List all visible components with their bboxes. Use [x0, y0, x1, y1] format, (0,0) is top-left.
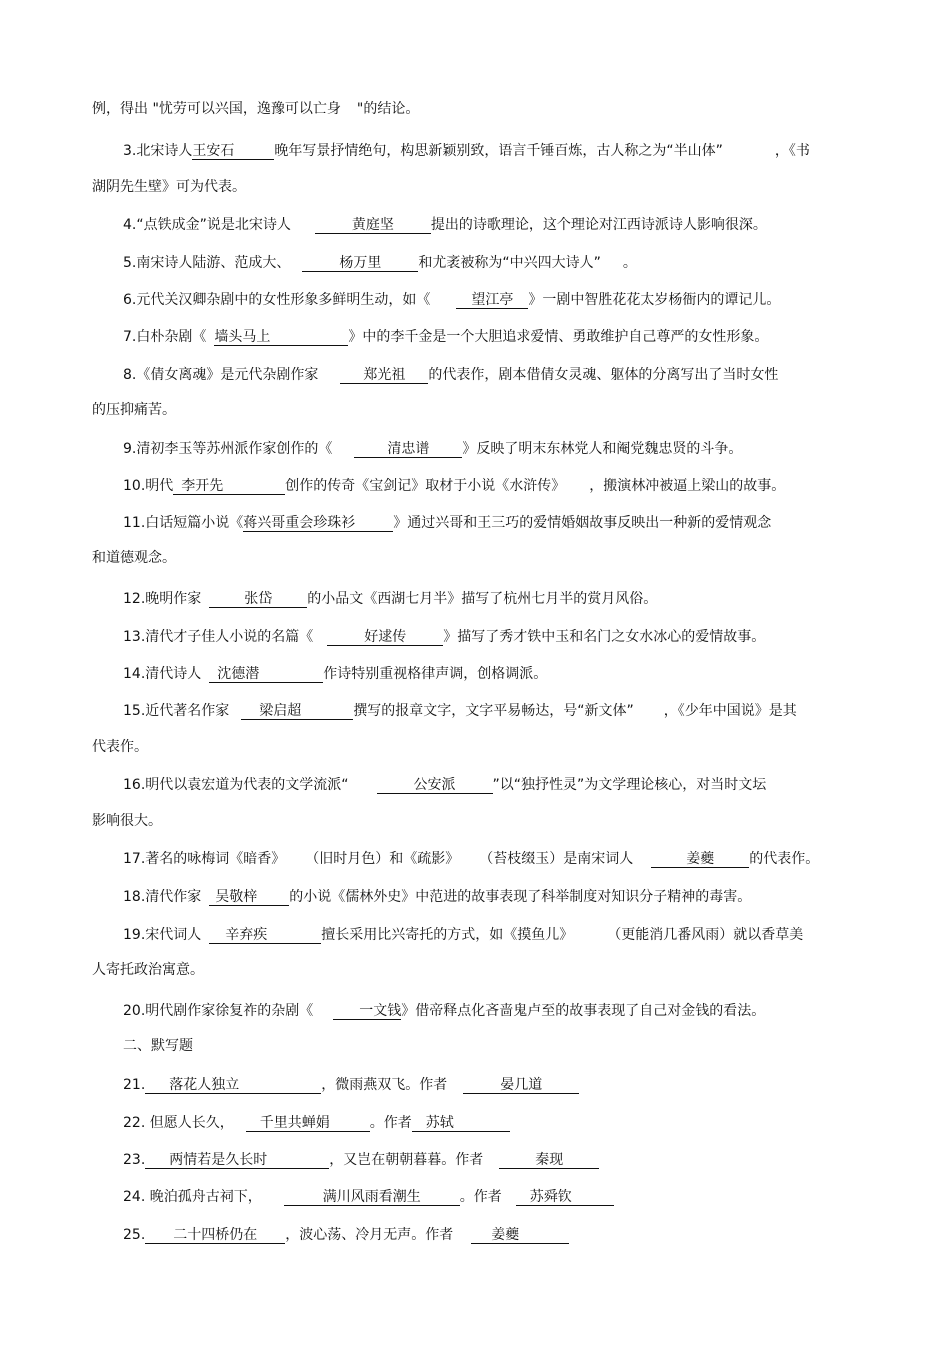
- question-text: 。: [622, 255, 637, 271]
- question-text: 清代诗人: [145, 666, 202, 682]
- question-14: [123, 665, 862, 683]
- author-blank: 苏舜钦: [516, 1190, 614, 1206]
- answer-blank: 沈德潜: [209, 667, 323, 683]
- question-number: 13.: [123, 629, 146, 645]
- section-heading: [123, 1037, 862, 1055]
- answer-blank: 黄庭坚: [315, 218, 431, 234]
- question-text: 擅长采用比兴寄托的方式，如《摸鱼儿》: [321, 927, 574, 943]
- question-7: [123, 328, 862, 346]
- question-23: [123, 1151, 862, 1169]
- question-text: 但愿人长久，: [145, 1115, 234, 1131]
- question-number: 8.: [123, 367, 137, 383]
- question-11-cont: [92, 549, 862, 567]
- question-text: 晚年写景抒情绝句，构思新颖别致，语言千锤百炼，古人称之为“半山体”: [274, 143, 723, 159]
- question-text: 明代: [145, 478, 174, 494]
- question-text: ，搬演林冲被逼上梁山的故事。: [589, 478, 786, 494]
- answer-blank: 落花人独立: [145, 1078, 321, 1094]
- answer-blank: 姜夔: [651, 852, 749, 868]
- question-text: 晚明作家: [145, 591, 202, 607]
- question-6: [123, 291, 862, 309]
- question-text: ，微雨燕双飞。作者: [321, 1077, 448, 1093]
- question-number: 25.: [123, 1227, 146, 1243]
- question-5: [123, 254, 862, 272]
- question-12: [123, 590, 862, 608]
- question-11: [123, 514, 862, 532]
- question-text: “点铁成金”说是北宋诗人: [136, 217, 291, 233]
- question-text: 代表作。: [92, 739, 148, 755]
- question-15-cont: [92, 738, 862, 756]
- question-text: 》借帝释点化吝啬鬼卢至的故事表现了自己对金钱的看法。: [401, 1003, 766, 1019]
- answer-blank: 王安石: [192, 144, 274, 160]
- question-13: [123, 628, 862, 646]
- answer-blank: 杨万里: [302, 256, 418, 272]
- question-number: 23.: [123, 1152, 146, 1168]
- answer-blank: 二十四桥仍在: [145, 1228, 285, 1244]
- question-22: [123, 1114, 862, 1132]
- question-24: [123, 1188, 862, 1206]
- question-15: [123, 702, 862, 720]
- question-text: 近代著名作家: [145, 703, 230, 719]
- question-25: [123, 1226, 862, 1244]
- question-18: [123, 888, 862, 906]
- question-17: [123, 850, 862, 868]
- question-text: 和道德观念。: [92, 550, 176, 566]
- question-8: [123, 366, 862, 384]
- question-text: 明代剧作家徐复祚的杂剧《: [145, 1003, 314, 1019]
- question-number: 20.: [123, 1003, 146, 1019]
- question-text: ”以“独抒性灵”为文学理论核心，对当时文坛: [492, 777, 767, 793]
- question-text: ，又岂在朝朝暮暮。作者: [329, 1152, 484, 1168]
- question-text: 著名的咏梅词《暗香》: [145, 851, 286, 867]
- question-8-cont: [92, 401, 862, 419]
- answer-blank: 一文钱: [333, 1004, 401, 1020]
- question-3: [123, 142, 862, 160]
- question-4: [123, 216, 862, 234]
- question-20: [123, 1002, 862, 1020]
- answer-blank: 梁启超: [241, 704, 353, 720]
- question-text: 南宋诗人陆游、范成大、: [136, 255, 291, 271]
- question-number: 11.: [123, 515, 146, 531]
- answer-blank: 公安派: [377, 778, 493, 794]
- question-19-cont: [92, 961, 862, 979]
- question-text: 》中的李千金是一个大胆追求爱情、勇敢维护自己尊严的女性形象。: [348, 329, 769, 345]
- question-text: （更能消几番风雨）就以香草美: [607, 927, 804, 943]
- question-number: 4.: [123, 217, 137, 233]
- question-number: 12.: [123, 591, 146, 607]
- question-text: 北宋诗人: [136, 143, 193, 159]
- question-text: 》通过兴哥和王三巧的爱情婚姻故事反映出一种新的爱情观念: [393, 515, 772, 531]
- text-line-intro: [92, 100, 862, 118]
- question-3-cont: [92, 178, 862, 196]
- question-text: 宋代词人: [145, 927, 202, 943]
- question-16-cont: [92, 812, 862, 830]
- question-text: 白话短篇小说《: [145, 515, 244, 531]
- question-19: [123, 926, 862, 944]
- question-9: [123, 440, 862, 458]
- question-text: 。作者: [459, 1189, 502, 1205]
- question-number: 10.: [123, 478, 146, 494]
- answer-blank: 郑光祖: [340, 368, 428, 384]
- question-text: ，《少年中国说》是其: [663, 703, 797, 719]
- answer-blank: 满川风雨看潮生: [284, 1190, 460, 1206]
- question-10: [123, 477, 862, 495]
- question-text: （苔枝缀玉）是南宋词人: [479, 851, 634, 867]
- question-text: 元代关汉卿杂剧中的女性形象多鲜明生动，如《: [136, 292, 431, 308]
- question-text: 晚泊孤舟古祠下，: [145, 1189, 262, 1205]
- question-text: ，《书: [774, 143, 810, 159]
- question-text: 》一剧中智胜花花太岁杨衙内的谭记儿。: [528, 292, 781, 308]
- question-number: 14.: [123, 666, 146, 682]
- question-number: 21.: [123, 1077, 146, 1093]
- question-number: 7.: [123, 329, 137, 345]
- question-text: 》反映了明末东林党人和阉党魏忠贤的斗争。: [462, 441, 743, 457]
- question-text: 影响很大。: [92, 813, 162, 829]
- question-text: 的代表作，剧本借倩女灵魂、躯体的分离写出了当时女性: [428, 367, 779, 383]
- question-text: 湖阴先生壁》可为代表。: [92, 179, 246, 195]
- question-text: ，波心荡、冷月无声。作者: [285, 1227, 454, 1243]
- question-text: 的小品文《西湖七月半》描写了杭州七月半的赏月风俗。: [307, 591, 658, 607]
- line-text: "的结论。: [356, 101, 420, 117]
- question-number: 16.: [123, 777, 146, 793]
- question-number: 19.: [123, 927, 146, 943]
- answer-blank: 吴敬梓: [209, 890, 289, 906]
- question-number: 18.: [123, 889, 146, 905]
- author-blank: 晏几道: [463, 1078, 579, 1094]
- answer-blank: 辛弃疾: [209, 928, 321, 944]
- author-blank: 秦现: [499, 1153, 599, 1169]
- question-text: 清初李玉等苏州派作家创作的《: [136, 441, 333, 457]
- question-number: 5.: [123, 255, 137, 271]
- answer-blank: 千里共蝉娟: [246, 1116, 370, 1132]
- question-number: 24.: [123, 1189, 146, 1205]
- question-number: 15.: [123, 703, 146, 719]
- question-16: [123, 776, 862, 794]
- question-number: 17.: [123, 851, 146, 867]
- author-blank: 姜夔: [471, 1228, 569, 1244]
- question-text: 人寄托政治寓意。: [92, 962, 204, 978]
- question-text: 的代表作。: [749, 851, 820, 867]
- question-number: 9.: [123, 441, 137, 457]
- question-text: 明代以袁宏道为代表的文学流派“: [145, 777, 349, 793]
- question-text: 的压抑痛苦。: [92, 402, 176, 418]
- question-text: 《倩女离魂》是元代杂剧作家: [136, 367, 319, 383]
- question-text: 。作者: [369, 1115, 412, 1131]
- question-text: 清代才子佳人小说的名篇《: [145, 629, 314, 645]
- question-text: 作诗特别重视格律声调，创格调派。: [323, 666, 548, 682]
- question-text: 的小说《儒林外史》中范进的故事表现了科举制度对知识分子精神的毒害。: [289, 889, 752, 905]
- question-text: 和尤袤被称为“中兴四大诗人”: [418, 255, 601, 271]
- author-blank: 苏轼: [412, 1116, 510, 1132]
- question-text: 清代作家: [145, 889, 202, 905]
- answer-blank: 墙头马上: [214, 330, 348, 346]
- question-number: 6.: [123, 292, 137, 308]
- answer-blank: 望江亭: [456, 293, 528, 309]
- section-title: 二、默写题: [123, 1038, 193, 1054]
- question-number: 3.: [123, 143, 137, 159]
- question-21: [123, 1076, 862, 1094]
- question-text: 撰写的报章文字，文字平易畅达，号“新文体”: [353, 703, 634, 719]
- answer-blank: 好逑传: [327, 630, 443, 646]
- question-number: 22.: [123, 1115, 146, 1131]
- question-text: 》描写了秀才铁中玉和名门之女水冰心的爱情故事。: [443, 629, 766, 645]
- line-text: 例，得出 "忧劳可以兴国，逸豫可以亡身: [92, 101, 341, 117]
- answer-blank: 两情若是久长时: [145, 1153, 329, 1169]
- question-text: 创作的传奇《宝剑记》取材于小说《水浒传》: [285, 478, 566, 494]
- answer-blank: 蒋兴哥重会珍珠衫: [243, 516, 393, 532]
- answer-blank: 李开先: [173, 479, 285, 495]
- question-text: 提出的诗歌理论，这个理论对江西诗派诗人影响很深。: [430, 217, 767, 233]
- question-text: 白朴杂剧《: [136, 329, 207, 345]
- answer-blank: 张岱: [209, 592, 307, 608]
- question-text: （旧时月色）和《疏影》: [305, 851, 460, 867]
- answer-blank: 清忠谱: [354, 442, 462, 458]
